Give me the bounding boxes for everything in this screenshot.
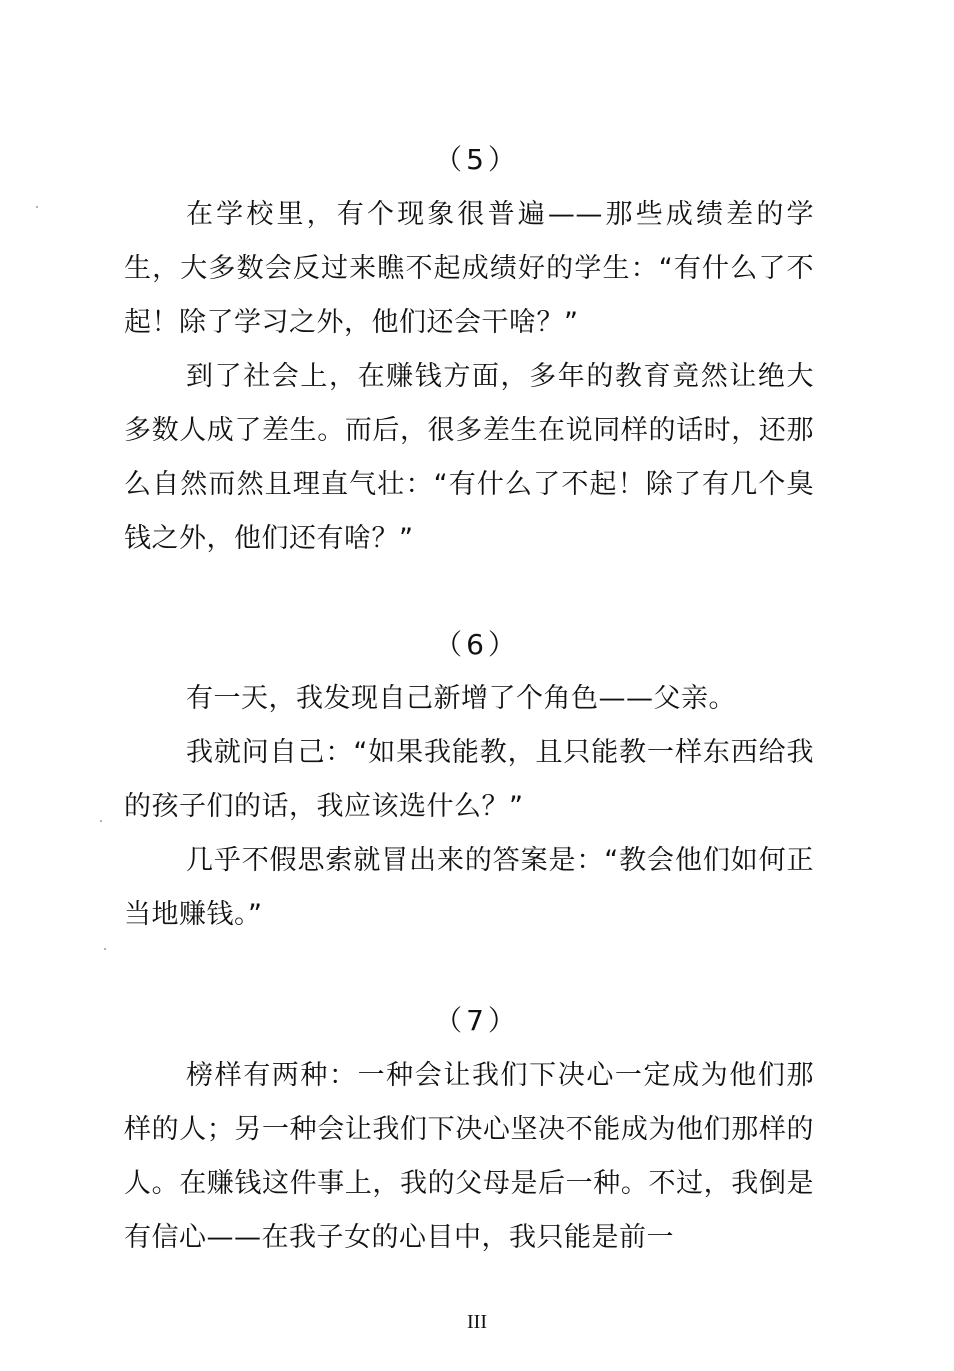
- paragraph: 榜样有两种：一种会让我们下决心一定成为他们那样的人；另一种会让我们下决心坚决不能成为他们那样的人。在赚钱这件事上，我的父母是后一种。不过，我倒是有信心——在我子女的心目中，我只能是前一: [124, 1060, 814, 1253]
- paragraph: 有一天，我发现自己新增了个角色——父亲。: [186, 683, 736, 714]
- section-heading-5: （5）: [434, 143, 520, 176]
- section-heading-6: （6）: [434, 628, 520, 661]
- scan-speck: [104, 948, 106, 950]
- page-number: III: [467, 1311, 487, 1333]
- paragraph: 在学校里，有个现象很普遍——那些成绩差的学生，大多数会反过来瞧不起成绩好的学生：“有什么了不起！除了学习之外，他们还会干啥？”: [124, 199, 814, 338]
- paragraph: 几乎不假思索就冒出来的答案是：“教会他们如何正当地赚钱。”: [124, 845, 814, 930]
- paragraph: 到了社会上，在赚钱方面，多年的教育竟然让绝大多数人成了差生。而后，很多差生在说同样的话时，还那么自然而然且理直气壮：“有什么了不起！除了有几个臭钱之外，他们还有啥？”: [124, 361, 814, 554]
- section-heading-7: （7）: [434, 1004, 520, 1037]
- scan-speck: [100, 820, 102, 822]
- scan-speck: [36, 206, 38, 208]
- paragraph: 我就问自己：“如果我能教，且只能教一样东西给我的孩子们的话，我应该选什么？”: [124, 737, 814, 822]
